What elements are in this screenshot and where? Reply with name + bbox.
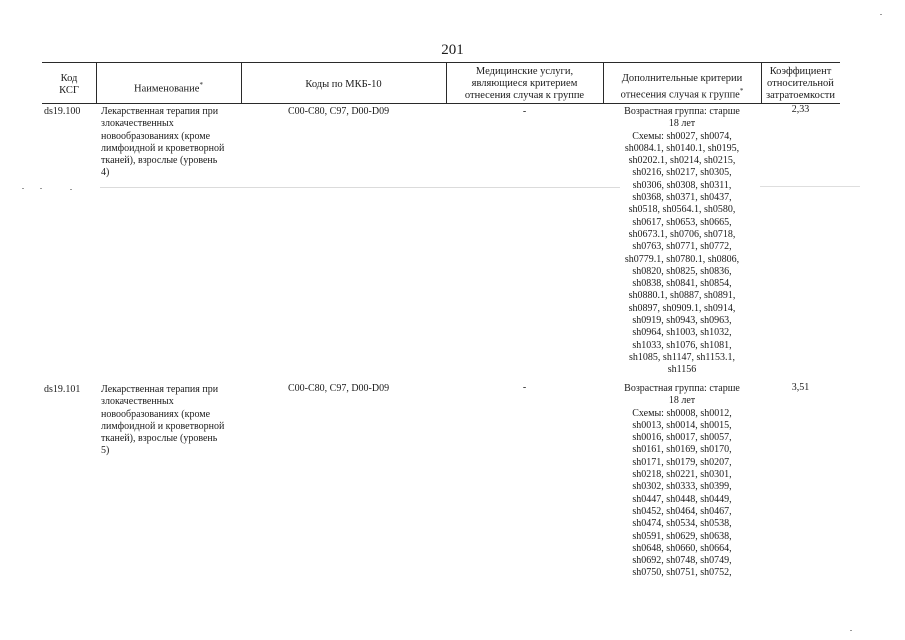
header-criteria-line-2 <box>603 85 761 102</box>
header-name-text: Наименование <box>134 83 200 95</box>
row-1-icd: C00-C80, C97, D00-D09 <box>288 106 390 117</box>
row-1-criteria-line: sh0202.1, sh0214, sh0215, <box>628 155 736 167</box>
row-2-name-line: новообразованиях (кроме <box>101 408 211 420</box>
header-name-footnote-mark: * <box>199 81 203 89</box>
row-1-criteria-line: sh0216, sh0217, sh0305, <box>632 167 732 179</box>
row-1-criteria-line: sh0673.1, sh0706, sh0718, <box>628 228 736 240</box>
row-2-name-line: тканей), взрослые (уровень <box>101 433 218 445</box>
row-2-criteria-line: sh0302, sh0333, sh0399, <box>632 481 732 493</box>
header-bottom-rule <box>42 103 840 104</box>
scan-speck <box>850 630 852 631</box>
row-1-criteria <box>603 106 761 377</box>
header-code-line-2: КСГ <box>59 85 79 96</box>
row-2-services: - <box>522 382 527 393</box>
header-icd: Коды по МКБ-10 <box>305 79 382 90</box>
row-1-criteria-line: sh0617, sh0653, sh0665, <box>632 216 732 228</box>
row-1-name-line: Лекарственная терапия при <box>101 106 219 117</box>
row-1-criteria-line: sh0763, sh0771, sh0772, <box>632 241 732 253</box>
header-services <box>446 66 603 102</box>
row-2-name-line: Лекарственная терапия при <box>101 384 219 395</box>
row-2-criteria-line: Схемы: sh0008, sh0012, <box>632 407 732 419</box>
row-1-criteria-line: sh0880.1, sh0887, sh0891, <box>628 290 736 302</box>
row-1-criteria-line: sh0820, sh0825, sh0836, <box>632 265 732 277</box>
row-1-name-line: новообразованиях (кроме <box>101 130 211 142</box>
row-2-criteria-line: sh0016, sh0017, sh0057, <box>632 432 732 444</box>
row-1-criteria-line: 18 лет <box>668 118 696 130</box>
scan-speck <box>40 188 42 189</box>
row-1-criteria-line: sh0084.1, sh0140.1, sh0195, <box>624 142 740 154</box>
row-2-icd: C00-C80, C97, D00-D09 <box>288 383 390 394</box>
row-2-name <box>101 384 246 458</box>
scan-artifact-line <box>760 186 860 187</box>
header-coef-line-3: затратоемкости <box>766 90 835 101</box>
row-1-criteria-line: sh0838, sh0841, sh0854, <box>632 278 732 290</box>
row-1-name <box>101 106 246 180</box>
header-criteria <box>603 73 761 102</box>
row-1-name-line: лимфоидной и кроветворной <box>101 142 225 154</box>
row-1-criteria-line: sh0964, sh1003, sh1032, <box>632 327 732 339</box>
row-1-name-line: тканей), взрослые (уровень <box>101 155 218 167</box>
scan-speck <box>22 188 24 189</box>
row-2-criteria-line: sh0452, sh0464, sh0467, <box>632 505 732 517</box>
scan-speck <box>880 14 882 15</box>
header-services-line-2: являющиеся критерием <box>471 78 578 89</box>
row-2-criteria-line: sh0171, sh0179, sh0207, <box>632 456 732 468</box>
row-1-coef: 2,33 <box>791 104 810 115</box>
header-criteria-footnote-mark: * <box>739 87 744 95</box>
row-1-criteria-line: sh0779.1, sh0780.1, sh0806, <box>624 253 740 265</box>
row-2-criteria-line: 18 лет <box>668 395 696 407</box>
header-services-line-1: Медицинские услуги, <box>475 66 574 77</box>
header-coef-line-2: относительной <box>767 78 834 89</box>
scan-speck <box>70 189 72 190</box>
row-2-name-line: 5) <box>101 445 110 457</box>
header-code-line-1: Код <box>60 73 78 84</box>
row-2-coef: 3,51 <box>791 382 810 393</box>
header-services-line-3: отнесения случая к группе <box>464 90 585 101</box>
row-1-criteria-line: Схемы: sh0027, sh0074, <box>632 130 732 142</box>
row-1-criteria-line: sh0306, sh0308, sh0311, <box>632 179 732 191</box>
row-1-name-line: 4) <box>101 167 110 179</box>
row-1-criteria-line: sh1033, sh1076, sh1081, <box>632 339 732 351</box>
row-2-code: ds19.101 <box>44 384 81 395</box>
table-top-rule <box>42 62 840 63</box>
header-criteria-line-2-text: отнесения случая к группе <box>620 89 740 101</box>
row-2-criteria-line: sh0474, sh0534, sh0538, <box>632 518 732 530</box>
row-2-criteria-line: sh0218, sh0221, sh0301, <box>632 469 732 481</box>
row-1-name-line: злокачественных <box>101 118 174 130</box>
row-2-criteria-line: sh0648, sh0660, sh0664, <box>632 542 732 554</box>
row-2-criteria <box>603 383 761 580</box>
row-2-criteria-line: sh0161, sh0169, sh0170, <box>632 444 732 456</box>
row-1-code: ds19.100 <box>44 106 81 117</box>
header-coef <box>761 66 840 102</box>
header-criteria-line-1: Дополнительные критерии <box>621 73 743 84</box>
row-2-name-line: злокачественных <box>101 396 174 408</box>
row-1-criteria-line: sh0919, sh0943, sh0963, <box>632 315 732 327</box>
row-1-services: - <box>522 106 527 117</box>
row-1-criteria-line: Возрастная группа: старше <box>624 106 740 117</box>
header-code <box>42 73 96 97</box>
row-2-criteria-line: sh0447, sh0448, sh0449, <box>632 493 732 505</box>
row-1-criteria-line: sh1085, sh1147, sh1153.1, <box>629 351 735 363</box>
row-2-criteria-line: sh0750, sh0751, sh0752, <box>632 567 732 579</box>
row-2-criteria-line: sh0692, sh0748, sh0749, <box>632 555 732 567</box>
row-2-criteria-line: Возрастная группа: старше <box>624 383 740 394</box>
row-1-criteria-line: sh1156 <box>667 364 697 376</box>
row-2-criteria-line: sh0013, sh0014, sh0015, <box>632 419 732 431</box>
row-1-criteria-line: sh0518, sh0564.1, sh0580, <box>628 204 736 216</box>
row-1-criteria-line: sh0897, sh0909.1, sh0914, <box>628 302 736 314</box>
page-number: 201 <box>441 42 464 58</box>
scan-artifact-line <box>100 187 620 188</box>
header-coef-line-1: Коэффициент <box>769 66 832 77</box>
row-2-name-line: лимфоидной и кроветворной <box>101 420 225 432</box>
row-1-criteria-line: sh0368, sh0371, sh0437, <box>632 192 732 204</box>
row-2-criteria-line: sh0591, sh0629, sh0638, <box>632 530 732 542</box>
header-name <box>96 79 241 96</box>
